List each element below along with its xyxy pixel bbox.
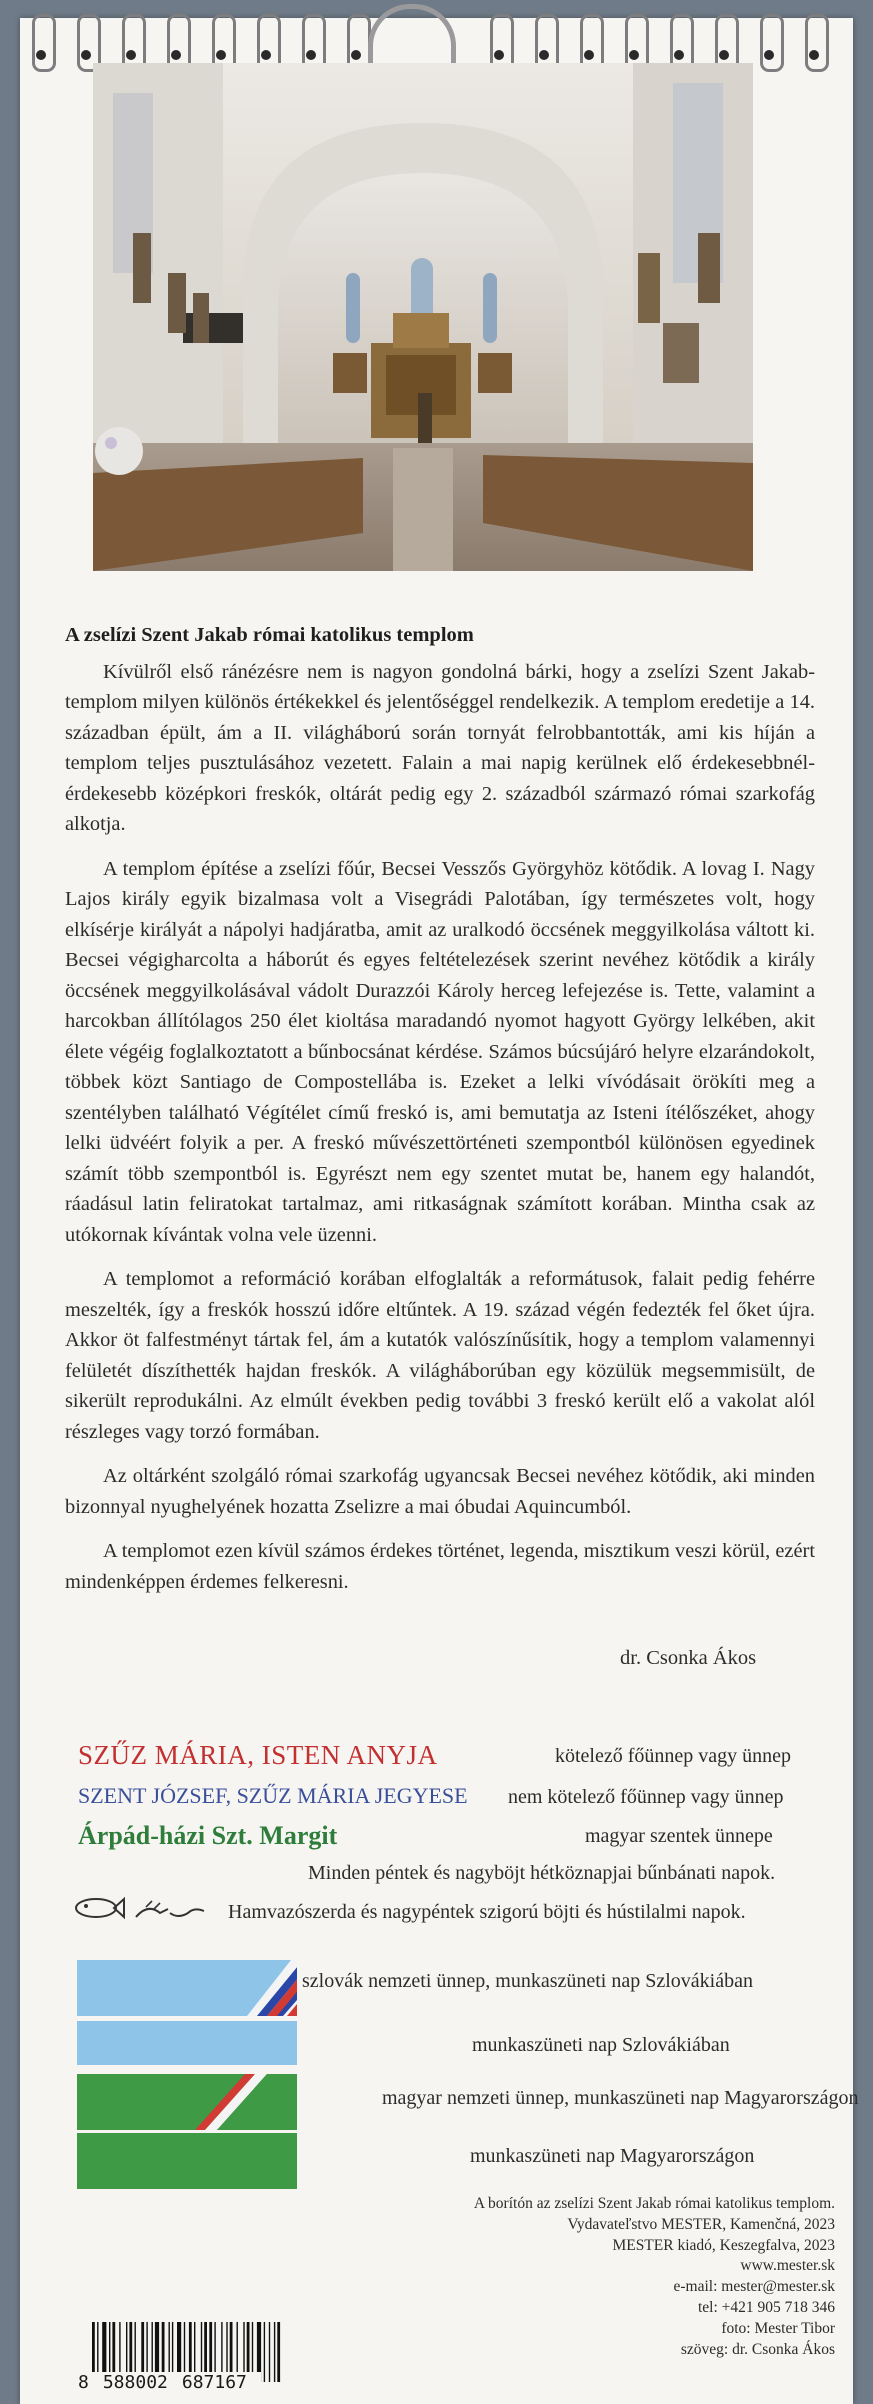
article-paragraph: A templomot ezen kívül számos érdekes történet, legenda, misztikum veszi körül, ezért mindenképpen érdemes felkeresni. <box>65 1540 815 1593</box>
legend-desc-fridays: Minden péntek és nagyböjt hétköznapjai bűnbánati napok. <box>308 1862 776 1884</box>
slovak-holiday-swatch <box>77 1960 297 2016</box>
legend-title-blue: SZENT JÓZSEF, SZŰZ MÁRIA JEGYESE <box>78 1783 468 1808</box>
author-signature: dr. Csonka Ákos <box>620 1647 757 1669</box>
website-link[interactable]: www.mester.sk <box>740 2257 835 2275</box>
barcode-left-digits: 588002 <box>102 2372 168 2393</box>
barcode-number <box>78 2372 261 2393</box>
article-title: A zselízi Szent Jakab római katolikus templom <box>65 624 474 646</box>
legend-desc-blue: nem kötelező főünnep vagy ünnep <box>508 1786 784 1808</box>
hungarian-holiday-swatch <box>77 2074 297 2130</box>
flag-desc: munkaszüneti nap Szlovákiában <box>472 2034 730 2056</box>
publisher-hu: MESTER kiadó, Keszegfalva, 2023 <box>612 2236 835 2254</box>
text-credit: szöveg: dr. Csonka Ákos <box>680 2340 835 2358</box>
article-paragraph: Az oltárként szolgáló római szarkofág ugyancsak Becsei nevéhez kötődik, aki minden bizonnyal nyughelyének hozatta Zselizre a mai óbudai Aquincumból. <box>65 1465 815 1518</box>
legend-title-red: SZŰZ MÁRIA, ISTEN ANYJA <box>78 1740 438 1770</box>
barcode-first-digit: 8 <box>78 2372 89 2393</box>
flag-desc: munkaszüneti nap Magyarországon <box>470 2145 755 2167</box>
article <box>65 620 815 1611</box>
article-paragraph: A templomot a reformáció korában elfoglalták a reformátusok, falait pedig fehérre meszelték, így a freskók hosszú időre eltűntek. A 19. század végén fedezték fel őket újra. Akkor öt falfestményt tártak fel, ám a kutatók valószínűsítik, hogy a templom valamennyi felületét díszíthették hajdan freskók. A világháborúban egy közülük megsemmisült, de sikerült reprodukálni. Az elmúlt években pedig további 3 freskó került elő a vakolat alól részleges vagy torzó formában. <box>65 1268 815 1443</box>
publisher-sk: Vydavateľstvo MESTER, Kamenčná, 2023 <box>567 2215 835 2233</box>
binding-ring <box>760 14 784 72</box>
fish-bone-icon <box>74 1893 214 1932</box>
legend-desc-fasting: Hamvazószerda és nagypéntek szigorú böjti és hústilalmi napok. <box>228 1901 746 1923</box>
cover-note: A borítón az zselízi Szent Jakab római katolikus templom. <box>473 2195 835 2212</box>
hungarian-day-off-swatch <box>77 2133 297 2189</box>
binding-ring <box>32 14 56 72</box>
binding-ring <box>805 14 829 72</box>
flag-desc: szlovák nemzeti ünnep, munkaszüneti nap Szlovákiában <box>302 1970 753 1992</box>
legend-title-green: Árpád-házi Szt. Margit <box>78 1821 338 1850</box>
photo-credit: foto: Mester Tibor <box>721 2319 835 2337</box>
church-interior-photo <box>93 63 753 571</box>
legend-desc-red: kötelező főünnep vagy ünnep <box>555 1745 792 1767</box>
email-link[interactable]: e-mail: mester@mester.sk <box>673 2278 835 2296</box>
barcode-right-digits: 687167 <box>181 2372 247 2393</box>
slovak-day-off-swatch <box>77 2021 297 2077</box>
article-paragraph: Kívülről első ránézésre nem is nagyon gondolná bárki, hogy a zselízi Szent Jakab-templom milyen különös értékekkel és jelentőséggel rendelkezik. A templom eredetije a 14. században épült, ám a II. világháború során tornyát felrobbantották, ami kis híján a templom teljes pusztulásához vezetett. Falain a mai napig kerülnek elő érdekesebbnél-érdekesebb középkori freskók, oltárát pedig egy 2. századból származó római szarkofág alkotja. <box>65 660 815 835</box>
flag-desc: magyar nemzeti ünnep, munkaszüneti nap Magyarországon <box>382 2087 859 2109</box>
article-paragraph: A templom építése a zselízi főúr, Becsei Vesszős Györgyhöz kötődik. A lovag I. Nagy Lajos király egyik bizalmasa volt a Visegrádi Palotában, így természetes volt, hogy elkísérje királyát a nápolyi hadjáratba, amit az uralkodó öccsének meggyilkolása váltott ki. Becsei végigharcolta a háborút és egyes feltételezések szerint nevéhez kötődik a király öccsének meggyilkolásával vádolt Durazzói Károly herceg lefejezése is. Tette, valamint a harcokban állítólagos 250 élet kioltása maradandó nyomot hagyott György lelkében, akit élete végéig foglalkoztatott a bűnbocsánat kérdése. Számos búcsújáró helyre elzarándokolt, többek közt Santiago de Compostellába is. Ezeket a lelki vívódásait örökíti meg a szentélyben található Végítélet című freskó is, ami bemutatja az Isteni ítélőszéket, ahogy lelki üdvéért folyik a per. A freskó művészettörténeti szempontból különösen egyedinek számít több szempontból is. Egyrészt nem egy szentet mutat be, hanem egy halandót, ráadásul latin feliratokat tartalmaz, ami ritkaságnak számított korában. Mintha csak az utókornak kívántak volna vele üzenni. <box>65 857 815 1246</box>
legend-desc-green: magyar szentek ünnepe <box>585 1825 773 1847</box>
publisher-credits <box>474 2194 835 2360</box>
phone-number: tel: +421 905 718 346 <box>697 2298 835 2316</box>
